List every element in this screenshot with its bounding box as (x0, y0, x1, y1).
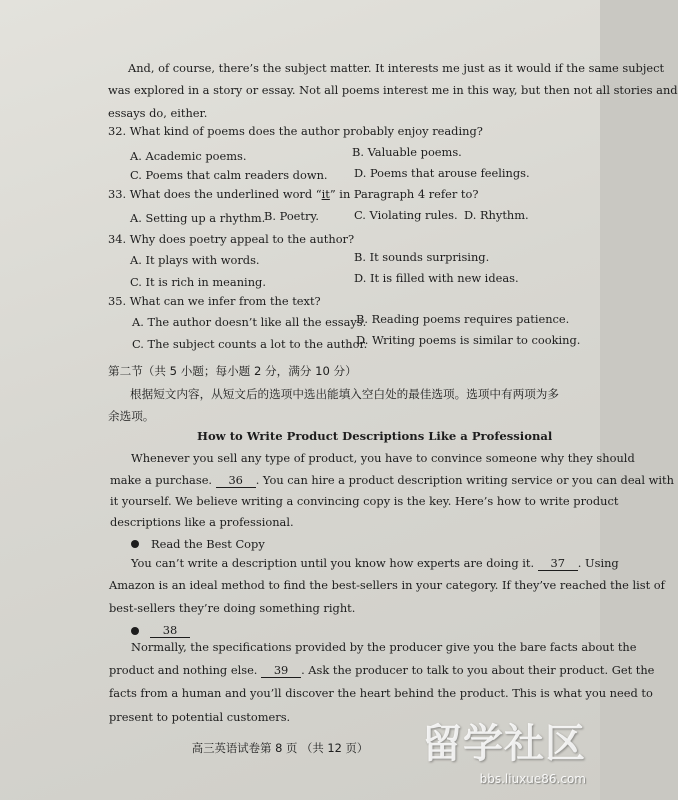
option-34-d: D. It is filled with new ideas. (354, 271, 519, 285)
section-instruction: 余选项。 (108, 409, 155, 423)
option-33-b: B. Poetry. (264, 209, 319, 223)
answer-blank-36[interactable]: 36 (216, 473, 256, 488)
article-line: it yourself. We believe writing a convincing copy is the key. Here’s how to write product (110, 494, 619, 508)
option-35-d: D. Writing poems is similar to cooking. (356, 333, 581, 347)
option-34-a: A. It plays with words. (130, 253, 260, 267)
page-footer: 高三英语试卷第 8 页 （共 12 页） (191, 741, 369, 755)
intro-line: And, of course, there’s the subject matter. It interests me just as it would if the same subject (128, 61, 665, 75)
question-34-stem: 34. Why does poetry appeal to the author? (108, 232, 355, 246)
underlined-word: it (321, 187, 330, 201)
option-34-b: B. It sounds surprising. (354, 250, 490, 264)
option-32-b: B. Valuable poems. (352, 145, 462, 159)
answer-blank-38[interactable]: 38 (150, 623, 190, 638)
answer-blank-37[interactable]: 37 (538, 556, 578, 571)
article-line: present to potential customers. (109, 710, 291, 724)
answer-blank-39[interactable]: 39 (261, 663, 301, 678)
option-33-c: C. Violating rules. (354, 208, 458, 222)
article-line: product and nothing else. 39 . Ask the producer to talk to you about their product. Get the (109, 663, 655, 677)
option-33-a: A. Setting up a rhythm. (130, 211, 266, 225)
section-header: 第二节（共 5 小题；每小题 2 分，满分 10 分） (108, 364, 357, 378)
option-32-d: D. Poems that arouse feelings. (354, 166, 530, 180)
watermark-logo: 留学社区 (422, 721, 586, 767)
option-35-c: C. The subject counts a lot to the author. (132, 337, 368, 351)
section-instruction: 根据短文内容，从短文后的选项中选出能填入空白处的最佳选项。选项中有两项为多 (130, 387, 559, 401)
article-title: How to Write Product Descriptions Like a Professional (197, 429, 553, 443)
bullet-icon (131, 627, 139, 635)
article-line: make a purchase. 36 . You can hire a product description writing service or you can deal with (110, 473, 674, 487)
question-32-stem: 32. What kind of poems does the author probably enjoy reading? (108, 124, 483, 138)
intro-line: essays do, either. (108, 106, 208, 120)
question-33-stem: 33. What does the underlined word “it” in Paragraph 4 refer to? (108, 187, 479, 201)
watermark-url: bbs.liuxue86.com (479, 772, 586, 786)
intro-line: was explored in a story or essay. Not all poems interest me in this way, but then not all stories and (108, 83, 678, 97)
bullet-icon (131, 540, 139, 548)
subheading-read-best-copy: Read the Best Copy (151, 537, 265, 551)
article-line: Amazon is an ideal method to find the best-sellers in your category. If they’ve reached the list of (109, 578, 665, 592)
option-35-a: A. The author doesn’t like all the essays. (132, 315, 367, 329)
article-line: best-sellers they’re doing something right. (109, 601, 356, 615)
article-line: facts from a human and you’ll discover the heart behind the product. This is what you need to (109, 686, 653, 700)
option-32-c: C. Poems that calm readers down. (130, 168, 328, 182)
option-33-d: D. Rhythm. (464, 208, 529, 222)
subheading-blank-38 (150, 623, 190, 638)
article-line: Whenever you sell any type of product, you have to convince someone why they should (131, 451, 635, 465)
option-32-a: A. Academic poems. (130, 149, 247, 163)
option-34-c: C. It is rich in meaning. (130, 275, 266, 289)
article-line: You can’t write a description until you know how experts are doing it. 37 . Using (131, 556, 619, 570)
question-35-stem: 35. What can we infer from the text? (108, 294, 321, 308)
option-35-b: B. Reading poems requires patience. (356, 312, 570, 326)
article-line: descriptions like a professional. (110, 515, 294, 529)
article-line: Normally, the specifications provided by the producer give you the bare facts about the (131, 640, 637, 654)
